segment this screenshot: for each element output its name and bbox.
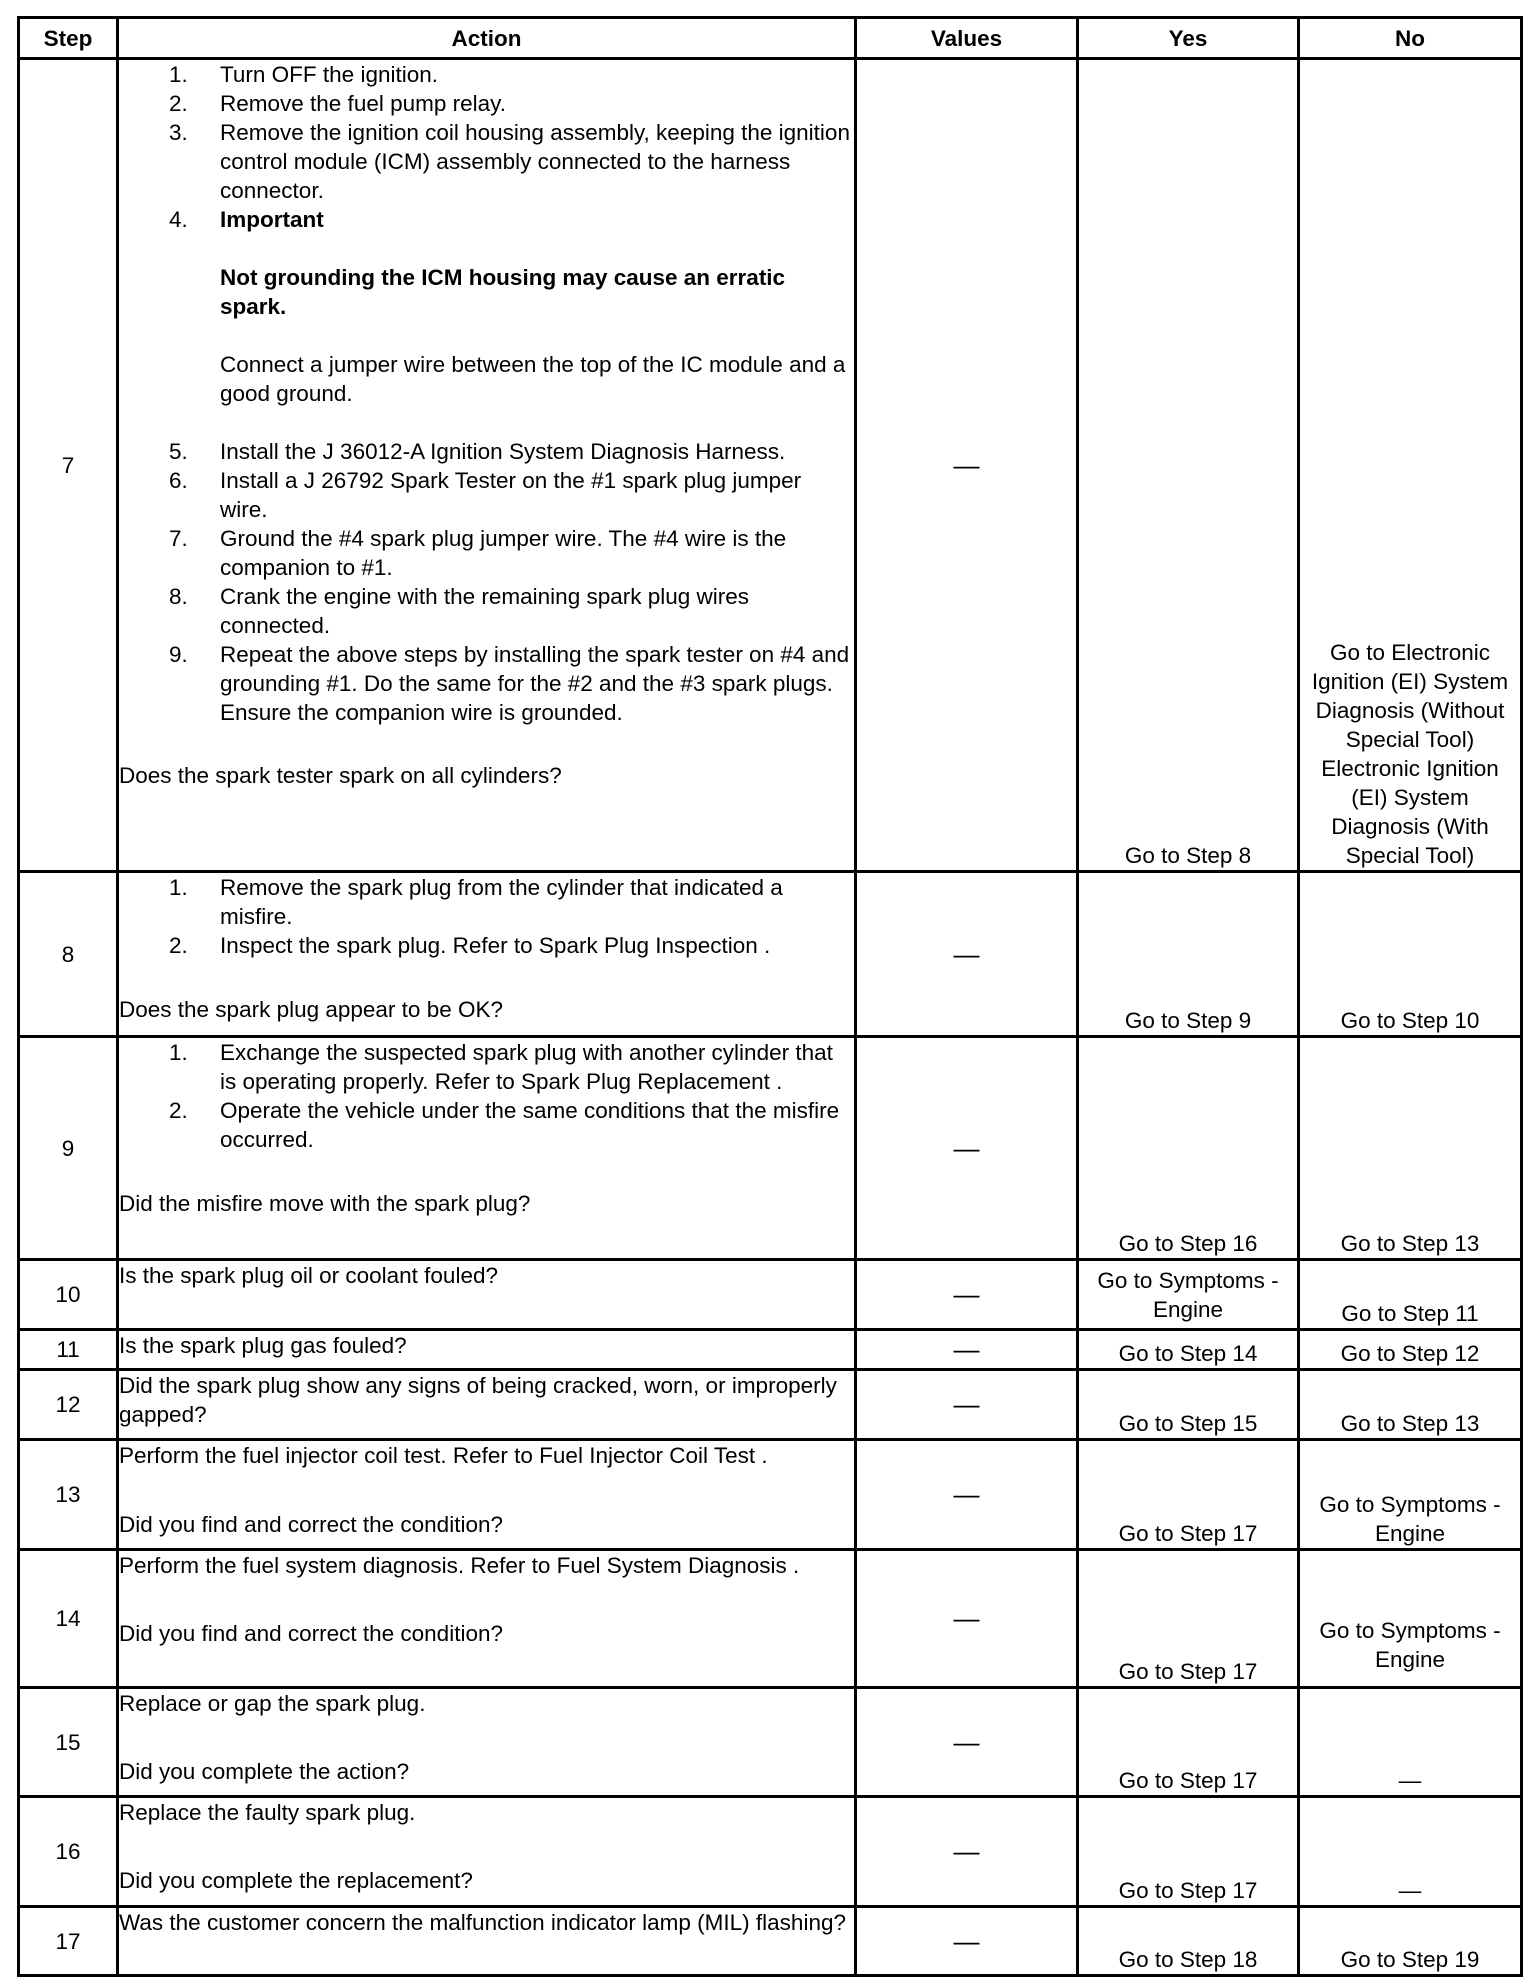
action-cell <box>118 1037 856 1260</box>
action-step: 3. Remove the ignition coil housing assembly, keeping the ignition control module (ICM) assembly connected to the harness connector. <box>169 120 850 203</box>
action-cell <box>118 1440 856 1550</box>
values-cell: — <box>856 1907 1078 1976</box>
action-question: Did you complete the action? <box>119 1759 410 1784</box>
action-question: Did you complete the replacement? <box>119 1868 473 1893</box>
yes-cell: Go to Step 16 <box>1078 1037 1299 1260</box>
header-yes: Yes <box>1078 18 1299 59</box>
action-question: Does the spark tester spark on all cylinders? <box>119 763 562 788</box>
values-cell: — <box>856 1440 1078 1550</box>
step-number: 15 <box>19 1688 118 1797</box>
action-text: Perform the fuel injector coil test. Refer to Fuel Injector Coil Test . <box>119 1443 768 1468</box>
table-row <box>19 59 1522 872</box>
action-steps <box>119 873 854 960</box>
action-text: Replace or gap the spark plug. <box>119 1691 426 1716</box>
table-row <box>19 1688 1522 1797</box>
values-cell: — <box>856 1370 1078 1440</box>
yes-cell: Go to Step 8 <box>1078 59 1299 872</box>
action-cell: Is the spark plug gas fouled? <box>118 1330 856 1370</box>
action-question: Did you find and correct the condition? <box>119 1512 503 1537</box>
step-number: 12 <box>19 1370 118 1440</box>
no-cell: Go to Step 12 <box>1299 1330 1522 1370</box>
action-steps <box>119 60 854 727</box>
yes-cell: Go to Step 9 <box>1078 872 1299 1037</box>
header-no: No <box>1299 18 1522 59</box>
action-cell: Was the customer concern the malfunction indicator lamp (MIL) flashing? <box>118 1907 856 1976</box>
table-row <box>19 1260 1522 1330</box>
table-row <box>19 872 1522 1037</box>
step-number: 9 <box>19 1037 118 1260</box>
yes-cell: Go to Step 15 <box>1078 1370 1299 1440</box>
no-cell: Go to Step 11 <box>1299 1260 1522 1330</box>
no-cell: Go to Step 13 <box>1299 1037 1522 1260</box>
header-action: Action <box>118 18 856 59</box>
values-cell: — <box>856 1797 1078 1907</box>
header-values: Values <box>856 18 1078 59</box>
table-row <box>19 1440 1522 1550</box>
action-cell <box>118 59 856 872</box>
table-row <box>19 1037 1522 1260</box>
important-note: Not grounding the ICM housing may cause an erratic spark. <box>220 265 786 319</box>
step-number: 14 <box>19 1550 118 1688</box>
no-cell: — <box>1299 1797 1522 1907</box>
action-cell <box>118 1797 856 1907</box>
no-cell: Go to Electronic Ignition (EI) System Diagnosis (Without Special Tool) Electronic Ignition (EI) System Diagnosis (With Special Tool) <box>1299 59 1522 872</box>
action-question: Did the misfire move with the spark plug? <box>119 1191 531 1216</box>
no-cell: Go to Step 10 <box>1299 872 1522 1037</box>
no-cell: — <box>1299 1688 1522 1797</box>
yes-cell: Go to Step 17 <box>1078 1797 1299 1907</box>
yes-cell: Go to Step 17 <box>1078 1688 1299 1797</box>
yes-cell: Go to Step 18 <box>1078 1907 1299 1976</box>
action-step: 9. Repeat the above steps by installing the spark tester on #4 and grounding #1. Do the same for the #2 and the #3 spark plugs. Ensure the companion wire is grounded. <box>169 642 850 725</box>
action-cell: Is the spark plug oil or coolant fouled? <box>118 1260 856 1330</box>
no-cell: Go to Symptoms - Engine <box>1299 1440 1522 1550</box>
action-step: 8. Crank the engine with the remaining spark plug wires connected. <box>169 584 750 638</box>
action-question: Did you find and correct the condition? <box>119 1621 503 1646</box>
action-step: 1. Turn OFF the ignition. <box>169 62 439 87</box>
yes-cell: Go to Step 17 <box>1078 1550 1299 1688</box>
action-step: 5. Install the J 36012-A Ignition System Diagnosis Harness. <box>169 439 786 464</box>
header-row <box>19 18 1522 59</box>
step-number: 17 <box>19 1907 118 1976</box>
action-text: Perform the fuel system diagnosis. Refer to Fuel System Diagnosis . <box>119 1553 800 1578</box>
yes-cell: Go to Step 17 <box>1078 1440 1299 1550</box>
important-label: Important <box>220 207 324 232</box>
action-step: 7. Ground the #4 spark plug jumper wire. The #4 wire is the companion to #1. <box>169 526 787 580</box>
action-question: Does the spark plug appear to be OK? <box>119 997 503 1022</box>
action-step: 2. Operate the vehicle under the same conditions that the misfire occurred. <box>169 1098 840 1152</box>
no-cell: Go to Step 19 <box>1299 1907 1522 1976</box>
action-step: 6. Install a J 26792 Spark Tester on the #1 spark plug jumper wire. <box>169 468 802 522</box>
no-cell: Go to Symptoms - Engine <box>1299 1550 1522 1688</box>
header-step: Step <box>19 18 118 59</box>
action-step: 2. Inspect the spark plug. Refer to Spark Plug Inspection . <box>169 933 771 958</box>
yes-cell: Go to Step 14 <box>1078 1330 1299 1370</box>
diagnostic-table <box>17 16 1523 1977</box>
action-cell <box>118 872 856 1037</box>
table-row <box>19 1550 1522 1688</box>
action-step: 4. Important Not grounding the ICM housing may cause an erratic spark. Connect a jumper wire between the top of the IC module and a good ground. <box>169 207 846 406</box>
action-step: 1. Exchange the suspected spark plug with another cylinder that is operating properly. Refer to Spark Plug Replacement . <box>169 1040 833 1094</box>
values-cell: — <box>856 1037 1078 1260</box>
action-step: 1. Remove the spark plug from the cylinder that indicated a misfire. <box>169 875 783 929</box>
step-number: 13 <box>19 1440 118 1550</box>
step-number: 7 <box>19 59 118 872</box>
table-row <box>19 1330 1522 1370</box>
action-cell: Did the spark plug show any signs of being cracked, worn, or improperly gapped? <box>118 1370 856 1440</box>
values-cell: — <box>856 1260 1078 1330</box>
no-cell: Go to Step 13 <box>1299 1370 1522 1440</box>
table-row <box>19 1370 1522 1440</box>
action-steps <box>119 1038 854 1154</box>
table-row <box>19 1797 1522 1907</box>
values-cell: — <box>856 1550 1078 1688</box>
yes-cell: Go to Symptoms - Engine <box>1078 1260 1299 1330</box>
action-text: Replace the faulty spark plug. <box>119 1800 416 1825</box>
values-cell: — <box>856 872 1078 1037</box>
step-number: 10 <box>19 1260 118 1330</box>
step-number: 11 <box>19 1330 118 1370</box>
values-cell: — <box>856 1330 1078 1370</box>
values-cell: — <box>856 1688 1078 1797</box>
step-number: 16 <box>19 1797 118 1907</box>
action-cell <box>118 1550 856 1688</box>
action-cell <box>118 1688 856 1797</box>
action-step: 2. Remove the fuel pump relay. <box>169 91 506 116</box>
table-row <box>19 1907 1522 1976</box>
step-number: 8 <box>19 872 118 1037</box>
values-cell: — <box>856 59 1078 872</box>
